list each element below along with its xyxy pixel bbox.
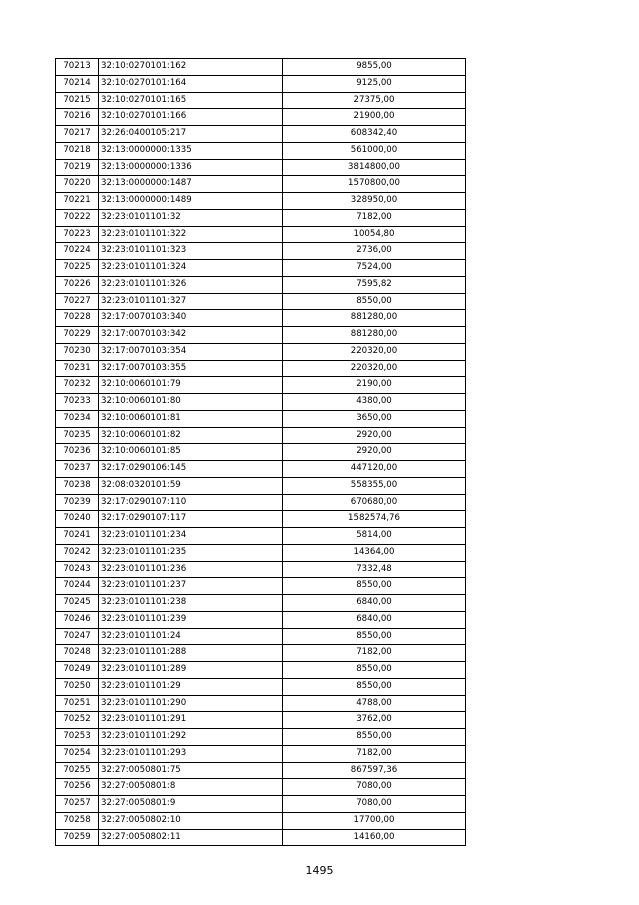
cadastral-number-cell: 32:27:0050802:10 bbox=[99, 812, 283, 829]
value-cell: 1582574,76 bbox=[283, 511, 466, 528]
cadastral-number-cell: 32:23:0101101:236 bbox=[99, 561, 283, 578]
value-cell: 8550,00 bbox=[283, 628, 466, 645]
row-id-cell: 70242 bbox=[56, 544, 99, 561]
row-id-cell: 70247 bbox=[56, 628, 99, 645]
cadastral-number-cell: 32:23:0101101:291 bbox=[99, 712, 283, 729]
table-row bbox=[56, 209, 466, 226]
value-cell: 7595,82 bbox=[283, 276, 466, 293]
cadastral-number-cell: 32:13:0000000:1489 bbox=[99, 193, 283, 210]
row-id-cell: 70220 bbox=[56, 176, 99, 193]
row-id-cell: 70258 bbox=[56, 812, 99, 829]
cadastral-number-cell: 32:23:0101101:289 bbox=[99, 662, 283, 679]
cadastral-number-cell: 32:17:0070103:354 bbox=[99, 343, 283, 360]
row-id-cell: 70254 bbox=[56, 745, 99, 762]
row-id-cell: 70255 bbox=[56, 762, 99, 779]
value-cell: 3650,00 bbox=[283, 410, 466, 427]
row-id-cell: 70231 bbox=[56, 360, 99, 377]
row-id-cell: 70216 bbox=[56, 109, 99, 126]
row-id-cell: 70213 bbox=[56, 59, 99, 76]
value-cell: 220320,00 bbox=[283, 360, 466, 377]
table-row bbox=[56, 812, 466, 829]
table-row bbox=[56, 159, 466, 176]
cadastral-number-cell: 32:27:0050801:8 bbox=[99, 779, 283, 796]
value-cell: 2190,00 bbox=[283, 377, 466, 394]
table-row bbox=[56, 260, 466, 277]
cadastral-number-cell: 32:23:0101101:293 bbox=[99, 745, 283, 762]
value-cell: 881280,00 bbox=[283, 310, 466, 327]
cadastral-number-cell: 32:23:0101101:324 bbox=[99, 260, 283, 277]
cadastral-number-cell: 32:13:0000000:1335 bbox=[99, 142, 283, 159]
cadastral-number-cell: 32:23:0101101:290 bbox=[99, 695, 283, 712]
page-number: 1495 bbox=[305, 864, 334, 877]
table-row bbox=[56, 394, 466, 411]
row-id-cell: 70239 bbox=[56, 494, 99, 511]
value-cell: 2736,00 bbox=[283, 243, 466, 260]
table-row bbox=[56, 595, 466, 612]
table-row bbox=[56, 745, 466, 762]
row-id-cell: 70257 bbox=[56, 796, 99, 813]
value-cell: 670680,00 bbox=[283, 494, 466, 511]
table-row bbox=[56, 712, 466, 729]
table-row bbox=[56, 310, 466, 327]
table-row bbox=[56, 427, 466, 444]
row-id-cell: 70253 bbox=[56, 729, 99, 746]
cadastral-number-cell: 32:10:0060101:79 bbox=[99, 377, 283, 394]
value-cell: 27375,00 bbox=[283, 92, 466, 109]
table-row bbox=[56, 276, 466, 293]
cadastral-number-cell: 32:23:0101101:235 bbox=[99, 544, 283, 561]
cadastral-number-cell: 32:23:0101101:326 bbox=[99, 276, 283, 293]
table-body bbox=[56, 59, 466, 846]
cadastral-number-cell: 32:23:0101101:292 bbox=[99, 729, 283, 746]
table-row bbox=[56, 92, 466, 109]
row-id-cell: 70238 bbox=[56, 477, 99, 494]
value-cell: 7080,00 bbox=[283, 796, 466, 813]
table-row bbox=[56, 494, 466, 511]
cadastral-number-cell: 32:23:0101101:237 bbox=[99, 578, 283, 595]
row-id-cell: 70214 bbox=[56, 75, 99, 92]
row-id-cell: 70236 bbox=[56, 444, 99, 461]
table-row bbox=[56, 461, 466, 478]
row-id-cell: 70240 bbox=[56, 511, 99, 528]
table-row bbox=[56, 779, 466, 796]
cadastral-value-table bbox=[55, 58, 466, 846]
row-id-cell: 70248 bbox=[56, 645, 99, 662]
table-row bbox=[56, 695, 466, 712]
row-id-cell: 70232 bbox=[56, 377, 99, 394]
cadastral-number-cell: 32:10:0060101:85 bbox=[99, 444, 283, 461]
table-row bbox=[56, 662, 466, 679]
cadastral-number-cell: 32:17:0290107:110 bbox=[99, 494, 283, 511]
value-cell: 881280,00 bbox=[283, 327, 466, 344]
row-id-cell: 70252 bbox=[56, 712, 99, 729]
table-row bbox=[56, 109, 466, 126]
row-id-cell: 70237 bbox=[56, 461, 99, 478]
row-id-cell: 70222 bbox=[56, 209, 99, 226]
cadastral-number-cell: 32:23:0101101:234 bbox=[99, 528, 283, 545]
value-cell: 7182,00 bbox=[283, 645, 466, 662]
table-row bbox=[56, 176, 466, 193]
table-row bbox=[56, 75, 466, 92]
row-id-cell: 70227 bbox=[56, 293, 99, 310]
value-cell: 3762,00 bbox=[283, 712, 466, 729]
cadastral-number-cell: 32:13:0000000:1336 bbox=[99, 159, 283, 176]
value-cell: 9855,00 bbox=[283, 59, 466, 76]
row-id-cell: 70221 bbox=[56, 193, 99, 210]
cadastral-number-cell: 32:27:0050801:75 bbox=[99, 762, 283, 779]
table-row bbox=[56, 511, 466, 528]
value-cell: 14160,00 bbox=[283, 829, 466, 846]
table-row bbox=[56, 544, 466, 561]
value-cell: 17700,00 bbox=[283, 812, 466, 829]
value-cell: 558355,00 bbox=[283, 477, 466, 494]
cadastral-number-cell: 32:17:0070103:340 bbox=[99, 310, 283, 327]
table-row bbox=[56, 126, 466, 143]
cadastral-number-cell: 32:10:0270101:165 bbox=[99, 92, 283, 109]
row-id-cell: 70244 bbox=[56, 578, 99, 595]
cadastral-number-cell: 32:23:0101101:239 bbox=[99, 611, 283, 628]
row-id-cell: 70249 bbox=[56, 662, 99, 679]
table-row bbox=[56, 142, 466, 159]
table-row bbox=[56, 477, 466, 494]
row-id-cell: 70246 bbox=[56, 611, 99, 628]
row-id-cell: 70251 bbox=[56, 695, 99, 712]
cadastral-number-cell: 32:23:0101101:24 bbox=[99, 628, 283, 645]
cadastral-number-cell: 32:10:0060101:80 bbox=[99, 394, 283, 411]
value-cell: 447120,00 bbox=[283, 461, 466, 478]
cadastral-number-cell: 32:23:0101101:238 bbox=[99, 595, 283, 612]
cadastral-number-cell: 32:23:0101101:288 bbox=[99, 645, 283, 662]
row-id-cell: 70243 bbox=[56, 561, 99, 578]
table-row bbox=[56, 193, 466, 210]
table-row bbox=[56, 243, 466, 260]
table-row bbox=[56, 410, 466, 427]
cadastral-number-cell: 32:08:0320101:59 bbox=[99, 477, 283, 494]
cadastral-number-cell: 32:23:0101101:29 bbox=[99, 678, 283, 695]
value-cell: 9125,00 bbox=[283, 75, 466, 92]
cadastral-number-cell: 32:10:0060101:82 bbox=[99, 427, 283, 444]
cadastral-number-cell: 32:23:0101101:323 bbox=[99, 243, 283, 260]
value-cell: 8550,00 bbox=[283, 729, 466, 746]
table-row bbox=[56, 327, 466, 344]
value-cell: 608342,40 bbox=[283, 126, 466, 143]
value-cell: 2920,00 bbox=[283, 427, 466, 444]
table-row bbox=[56, 796, 466, 813]
cadastral-number-cell: 32:23:0101101:32 bbox=[99, 209, 283, 226]
value-cell: 2920,00 bbox=[283, 444, 466, 461]
value-cell: 4788,00 bbox=[283, 695, 466, 712]
value-cell: 4380,00 bbox=[283, 394, 466, 411]
table-row bbox=[56, 611, 466, 628]
value-cell: 8550,00 bbox=[283, 678, 466, 695]
row-id-cell: 70215 bbox=[56, 92, 99, 109]
cadastral-number-cell: 32:26:0400105:217 bbox=[99, 126, 283, 143]
row-id-cell: 70226 bbox=[56, 276, 99, 293]
table-row bbox=[56, 293, 466, 310]
cadastral-number-cell: 32:13:0000000:1487 bbox=[99, 176, 283, 193]
value-cell: 8550,00 bbox=[283, 662, 466, 679]
cadastral-number-cell: 32:10:0270101:166 bbox=[99, 109, 283, 126]
row-id-cell: 70234 bbox=[56, 410, 99, 427]
value-cell: 561000,00 bbox=[283, 142, 466, 159]
value-cell: 8550,00 bbox=[283, 293, 466, 310]
value-cell: 6840,00 bbox=[283, 611, 466, 628]
table-row bbox=[56, 645, 466, 662]
row-id-cell: 70241 bbox=[56, 528, 99, 545]
value-cell: 220320,00 bbox=[283, 343, 466, 360]
row-id-cell: 70233 bbox=[56, 394, 99, 411]
row-id-cell: 70218 bbox=[56, 142, 99, 159]
row-id-cell: 70256 bbox=[56, 779, 99, 796]
value-cell: 7182,00 bbox=[283, 745, 466, 762]
table-row bbox=[56, 561, 466, 578]
cadastral-number-cell: 32:10:0060101:81 bbox=[99, 410, 283, 427]
value-cell: 7332,48 bbox=[283, 561, 466, 578]
row-id-cell: 70229 bbox=[56, 327, 99, 344]
value-cell: 7182,00 bbox=[283, 209, 466, 226]
row-id-cell: 70245 bbox=[56, 595, 99, 612]
table-row bbox=[56, 59, 466, 76]
value-cell: 7080,00 bbox=[283, 779, 466, 796]
value-cell: 7524,00 bbox=[283, 260, 466, 277]
table-row bbox=[56, 343, 466, 360]
table-row bbox=[56, 678, 466, 695]
value-cell: 1570800,00 bbox=[283, 176, 466, 193]
table-row bbox=[56, 762, 466, 779]
row-id-cell: 70235 bbox=[56, 427, 99, 444]
cadastral-number-cell: 32:27:0050802:11 bbox=[99, 829, 283, 846]
cadastral-number-cell: 32:10:0270101:164 bbox=[99, 75, 283, 92]
table-row bbox=[56, 528, 466, 545]
table-row bbox=[56, 444, 466, 461]
row-id-cell: 70217 bbox=[56, 126, 99, 143]
table-row bbox=[56, 377, 466, 394]
value-cell: 3814800,00 bbox=[283, 159, 466, 176]
row-id-cell: 70228 bbox=[56, 310, 99, 327]
cadastral-number-cell: 32:10:0270101:162 bbox=[99, 59, 283, 76]
table-row bbox=[56, 578, 466, 595]
table-row bbox=[56, 360, 466, 377]
value-cell: 21900,00 bbox=[283, 109, 466, 126]
row-id-cell: 70223 bbox=[56, 226, 99, 243]
table-row bbox=[56, 226, 466, 243]
value-cell: 6840,00 bbox=[283, 595, 466, 612]
value-cell: 328950,00 bbox=[283, 193, 466, 210]
cadastral-number-cell: 32:17:0290106:145 bbox=[99, 461, 283, 478]
cadastral-number-cell: 32:17:0070103:355 bbox=[99, 360, 283, 377]
table-row bbox=[56, 628, 466, 645]
cadastral-number-cell: 32:23:0101101:327 bbox=[99, 293, 283, 310]
value-cell: 5814,00 bbox=[283, 528, 466, 545]
row-id-cell: 70224 bbox=[56, 243, 99, 260]
value-cell: 867597,36 bbox=[283, 762, 466, 779]
value-cell: 14364,00 bbox=[283, 544, 466, 561]
cadastral-number-cell: 32:17:0070103:342 bbox=[99, 327, 283, 344]
cadastral-number-cell: 32:27:0050801:9 bbox=[99, 796, 283, 813]
table-row bbox=[56, 829, 466, 846]
row-id-cell: 70250 bbox=[56, 678, 99, 695]
cadastral-number-cell: 32:17:0290107:117 bbox=[99, 511, 283, 528]
table-row bbox=[56, 729, 466, 746]
row-id-cell: 70259 bbox=[56, 829, 99, 846]
value-cell: 10054,80 bbox=[283, 226, 466, 243]
value-cell: 8550,00 bbox=[283, 578, 466, 595]
row-id-cell: 70225 bbox=[56, 260, 99, 277]
row-id-cell: 70219 bbox=[56, 159, 99, 176]
row-id-cell: 70230 bbox=[56, 343, 99, 360]
cadastral-number-cell: 32:23:0101101:322 bbox=[99, 226, 283, 243]
